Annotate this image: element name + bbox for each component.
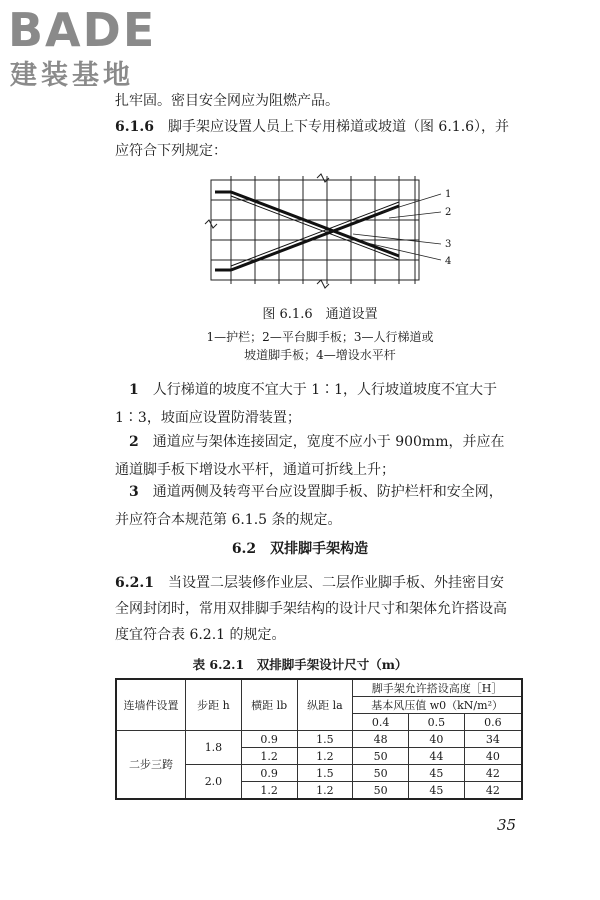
wind-value: 0.6 — [464, 714, 522, 731]
la-value: 1.2 — [297, 748, 353, 765]
figure-caption-line1: 1—护栏；2—平台脚手板；3—人行梯道或 — [206, 330, 434, 344]
section-title — [0, 538, 600, 558]
passage-diagram — [203, 172, 463, 290]
logo-letters: BADE — [8, 3, 157, 57]
wind-value: 0.4 — [353, 714, 409, 731]
header-wind-pressure: 基本风压值 w0（kN/m²） — [353, 697, 522, 714]
clause-6-1-6-line2: 应符合下列规定： — [115, 143, 227, 159]
height-value: 44 — [408, 748, 464, 765]
group-label: 二步三跨 — [116, 731, 186, 800]
header-longitudinal: 纵距 la — [297, 679, 353, 731]
step-value: 2.0 — [186, 765, 242, 800]
height-value: 42 — [464, 765, 522, 782]
bade-logo — [8, 4, 178, 96]
table-title: 表 6.2.1 双排脚手架设计尺寸（m） — [192, 657, 408, 672]
height-value: 50 — [353, 782, 409, 800]
height-value: 34 — [464, 731, 522, 748]
la-value: 1.5 — [297, 731, 353, 748]
header-wall-tie: 连墙件设置 — [116, 679, 186, 731]
item-text: 通道两侧及转弯平台应设置脚手板、防护栏杆和安全网， — [152, 484, 503, 500]
height-value: 45 — [408, 765, 464, 782]
label-1: 1 — [445, 189, 452, 200]
section-heading: 双排脚手架构造 — [270, 541, 369, 557]
la-value: 1.5 — [297, 765, 353, 782]
height-value: 48 — [353, 731, 409, 748]
header-step: 步距 h — [186, 679, 242, 731]
header-transverse: 横距 lb — [241, 679, 297, 731]
height-value: 40 — [464, 748, 522, 765]
table-row — [116, 731, 522, 748]
la-value: 1.2 — [297, 782, 353, 800]
ramp-board-down — [231, 192, 399, 256]
height-value: 45 — [408, 782, 464, 800]
section-number: 6.2 — [231, 541, 257, 557]
item-number: 3 — [129, 484, 139, 500]
lb-value: 1.2 — [241, 748, 297, 765]
item-number: 2 — [129, 434, 139, 450]
lb-value: 1.2 — [241, 782, 297, 800]
item-text-cont: 1∶3，坡面应设置防滑装置； — [115, 410, 301, 426]
item-text: 通道应与架体连接固定，宽度不应小于 900mm，并应在 — [152, 434, 505, 450]
clause-6-2-1-line2: 全网封闭时，常用双排脚手架结构的设计尺寸和架体允许搭设高 — [115, 601, 507, 617]
item-text: 人行梯道的坡度不宜大于 1∶1，人行坡道坡度不宜大于 — [152, 382, 498, 398]
continued-line: 扎牢固。密目安全网应为阻燃产品。 — [115, 93, 339, 109]
lb-value: 0.9 — [241, 731, 297, 748]
clause-number: 6.2.1 — [115, 575, 154, 591]
wind-value: 0.5 — [408, 714, 464, 731]
figure-caption-line2: 坡道脚手板；4—增设水平杆 — [244, 348, 396, 362]
design-size-table — [115, 678, 523, 800]
clause-number: 6.1.6 — [115, 119, 154, 135]
figure-caption-title: 图 6.1.6 通道设置 — [262, 307, 378, 322]
label-3: 3 — [445, 239, 452, 250]
label-4: 4 — [445, 256, 452, 267]
item-2 — [115, 428, 545, 484]
height-value: 40 — [408, 731, 464, 748]
label-2: 2 — [445, 207, 452, 218]
clause-6-2-1-line1 — [115, 572, 545, 594]
height-value: 50 — [353, 765, 409, 782]
item-text-cont: 通道脚手板下增设水平杆，通道可折线上升； — [115, 462, 395, 478]
logo-subtitle: 建装基地 — [10, 60, 134, 91]
lb-value: 0.9 — [241, 765, 297, 782]
clause-text: 当设置二层装修作业层、二层作业脚手板、外挂密目安 — [167, 575, 504, 591]
item-text-cont: 并应符合本规范第 6.1.5 条的规定。 — [115, 512, 342, 528]
clause-6-1-6-line1 — [115, 116, 545, 138]
item-3 — [115, 478, 545, 534]
height-value: 50 — [353, 748, 409, 765]
header-allowed-height: 脚手架允许搭设高度［H］ — [353, 679, 522, 697]
page-number: 35 — [497, 816, 517, 834]
clause-6-2-1-line3: 度宜符合表 6.2.1 的规定。 — [115, 627, 286, 643]
clause-text: 脚手架应设置人员上下专用梯道或坡道（图 6.1.6），并 — [167, 119, 510, 135]
item-1 — [115, 376, 545, 432]
height-value: 42 — [464, 782, 522, 800]
step-value: 1.8 — [186, 731, 242, 765]
item-number: 1 — [129, 382, 139, 398]
